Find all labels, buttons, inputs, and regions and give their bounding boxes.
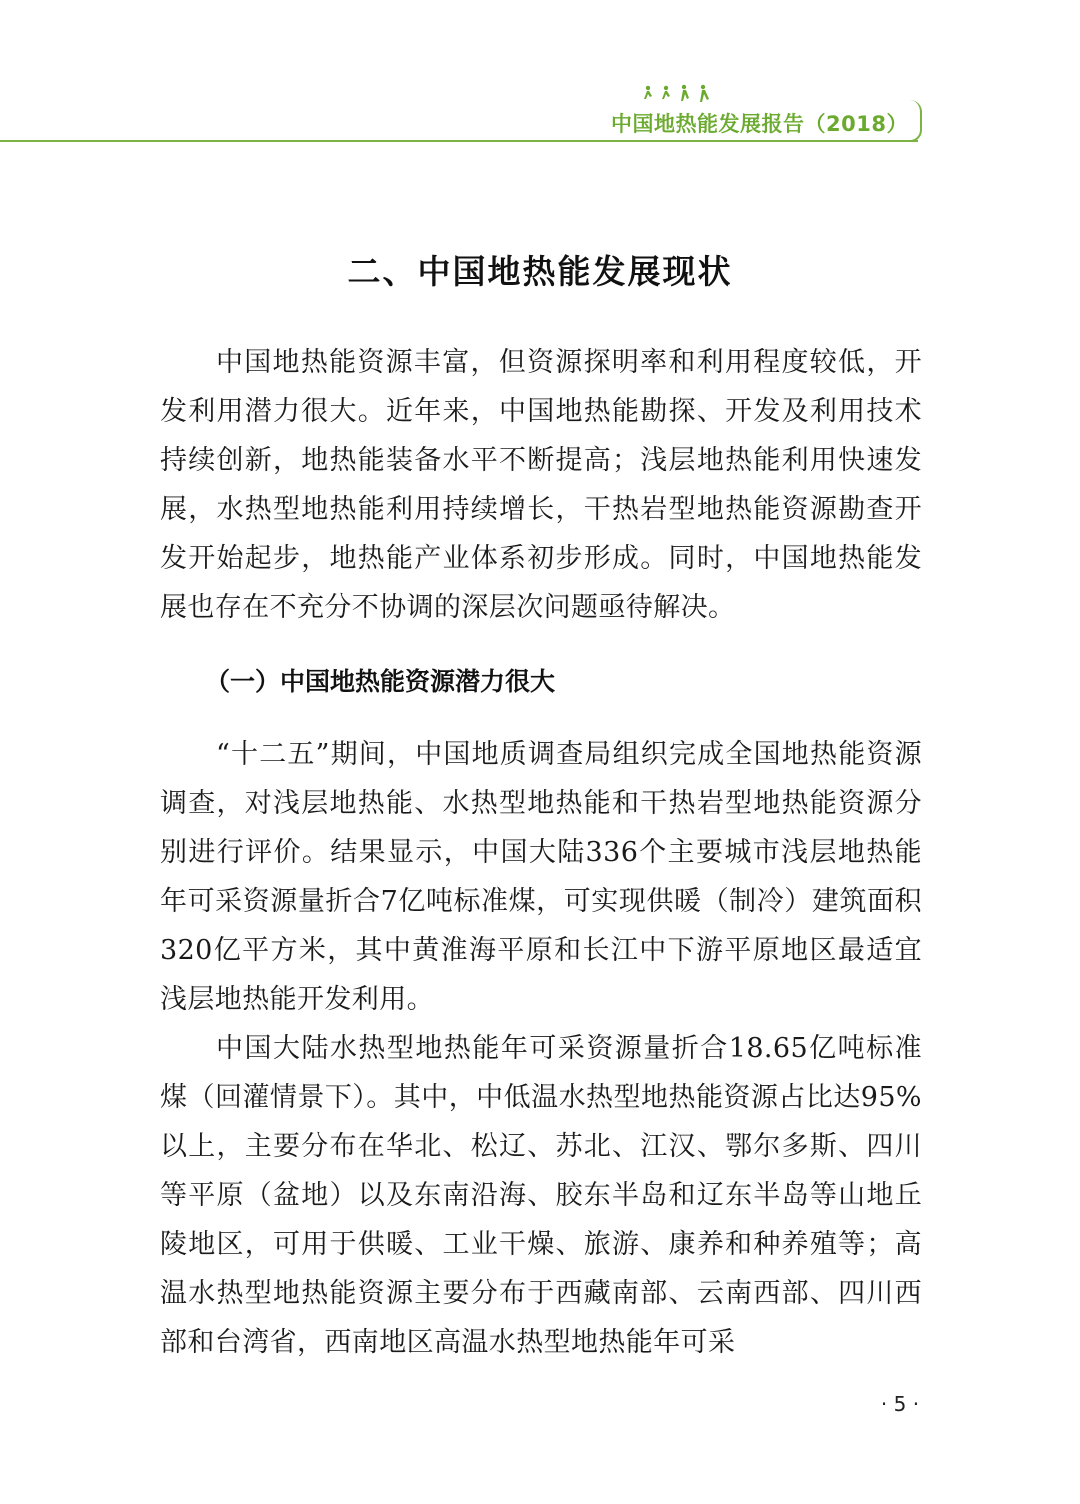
hydrothermal-paragraph: 中国大陆水热型地热能年可采资源量折合18.65亿吨标准煤（回灌情景下）。其中，中低温水热型地热能资源占比达95%以上，主要分布在华北、松辽、苏北、江汉、鄂尔多斯、四川等平原（盆地）以及东南沿海、胶东半岛和辽东半岛等山地丘陵地区，可用于供暖、工业干燥、旅游、康养和种养殖等；高温水热型地热能资源主要分布于西藏南部、云南西部、四川西部和台湾省，西南地区高温水热型地热能年可采 xyxy=(160,1033,922,1358)
section-heading: （一）中国地热能资源潜力很大 xyxy=(205,667,556,696)
page-number: · 5 · xyxy=(880,1392,920,1416)
runners-icon xyxy=(640,84,720,106)
intro-paragraph: 中国地热能资源丰富，但资源探明率和利用程度较低，开发利用潜力很大。近年来，中国地热能勘探、开发及利用技术持续创新，地热能装备水平不断提高；浅层地热能利用快速发展，水热型地热能利用持续增长，干热岩型地热能资源勘查开发开始起步，地热能产业体系初步形成。同时，中国地热能发展也存在不充分不协调的深层次问题亟待解决。 xyxy=(160,347,922,623)
book-title: 中国地热能发展报告（2018） xyxy=(611,112,908,136)
survey-paragraph: “十二五”期间，中国地质调查局组织完成全国地热能资源调查，对浅层地热能、水热型地热能和干热岩型地热能资源分别进行评价。结果显示，中国大陆336个主要城市浅层地热能年可采资源量折合7亿吨标准煤，可实现供暖（制冷）建筑面积320亿平方米，其中黄淮海平原和长江中下游平原地区最适宜浅层地热能开发利用。 xyxy=(160,739,922,1015)
chapter-title: 二、中国地热能发展现状 xyxy=(347,252,733,291)
header-rule-cap xyxy=(900,100,922,142)
header-rule xyxy=(0,140,918,142)
